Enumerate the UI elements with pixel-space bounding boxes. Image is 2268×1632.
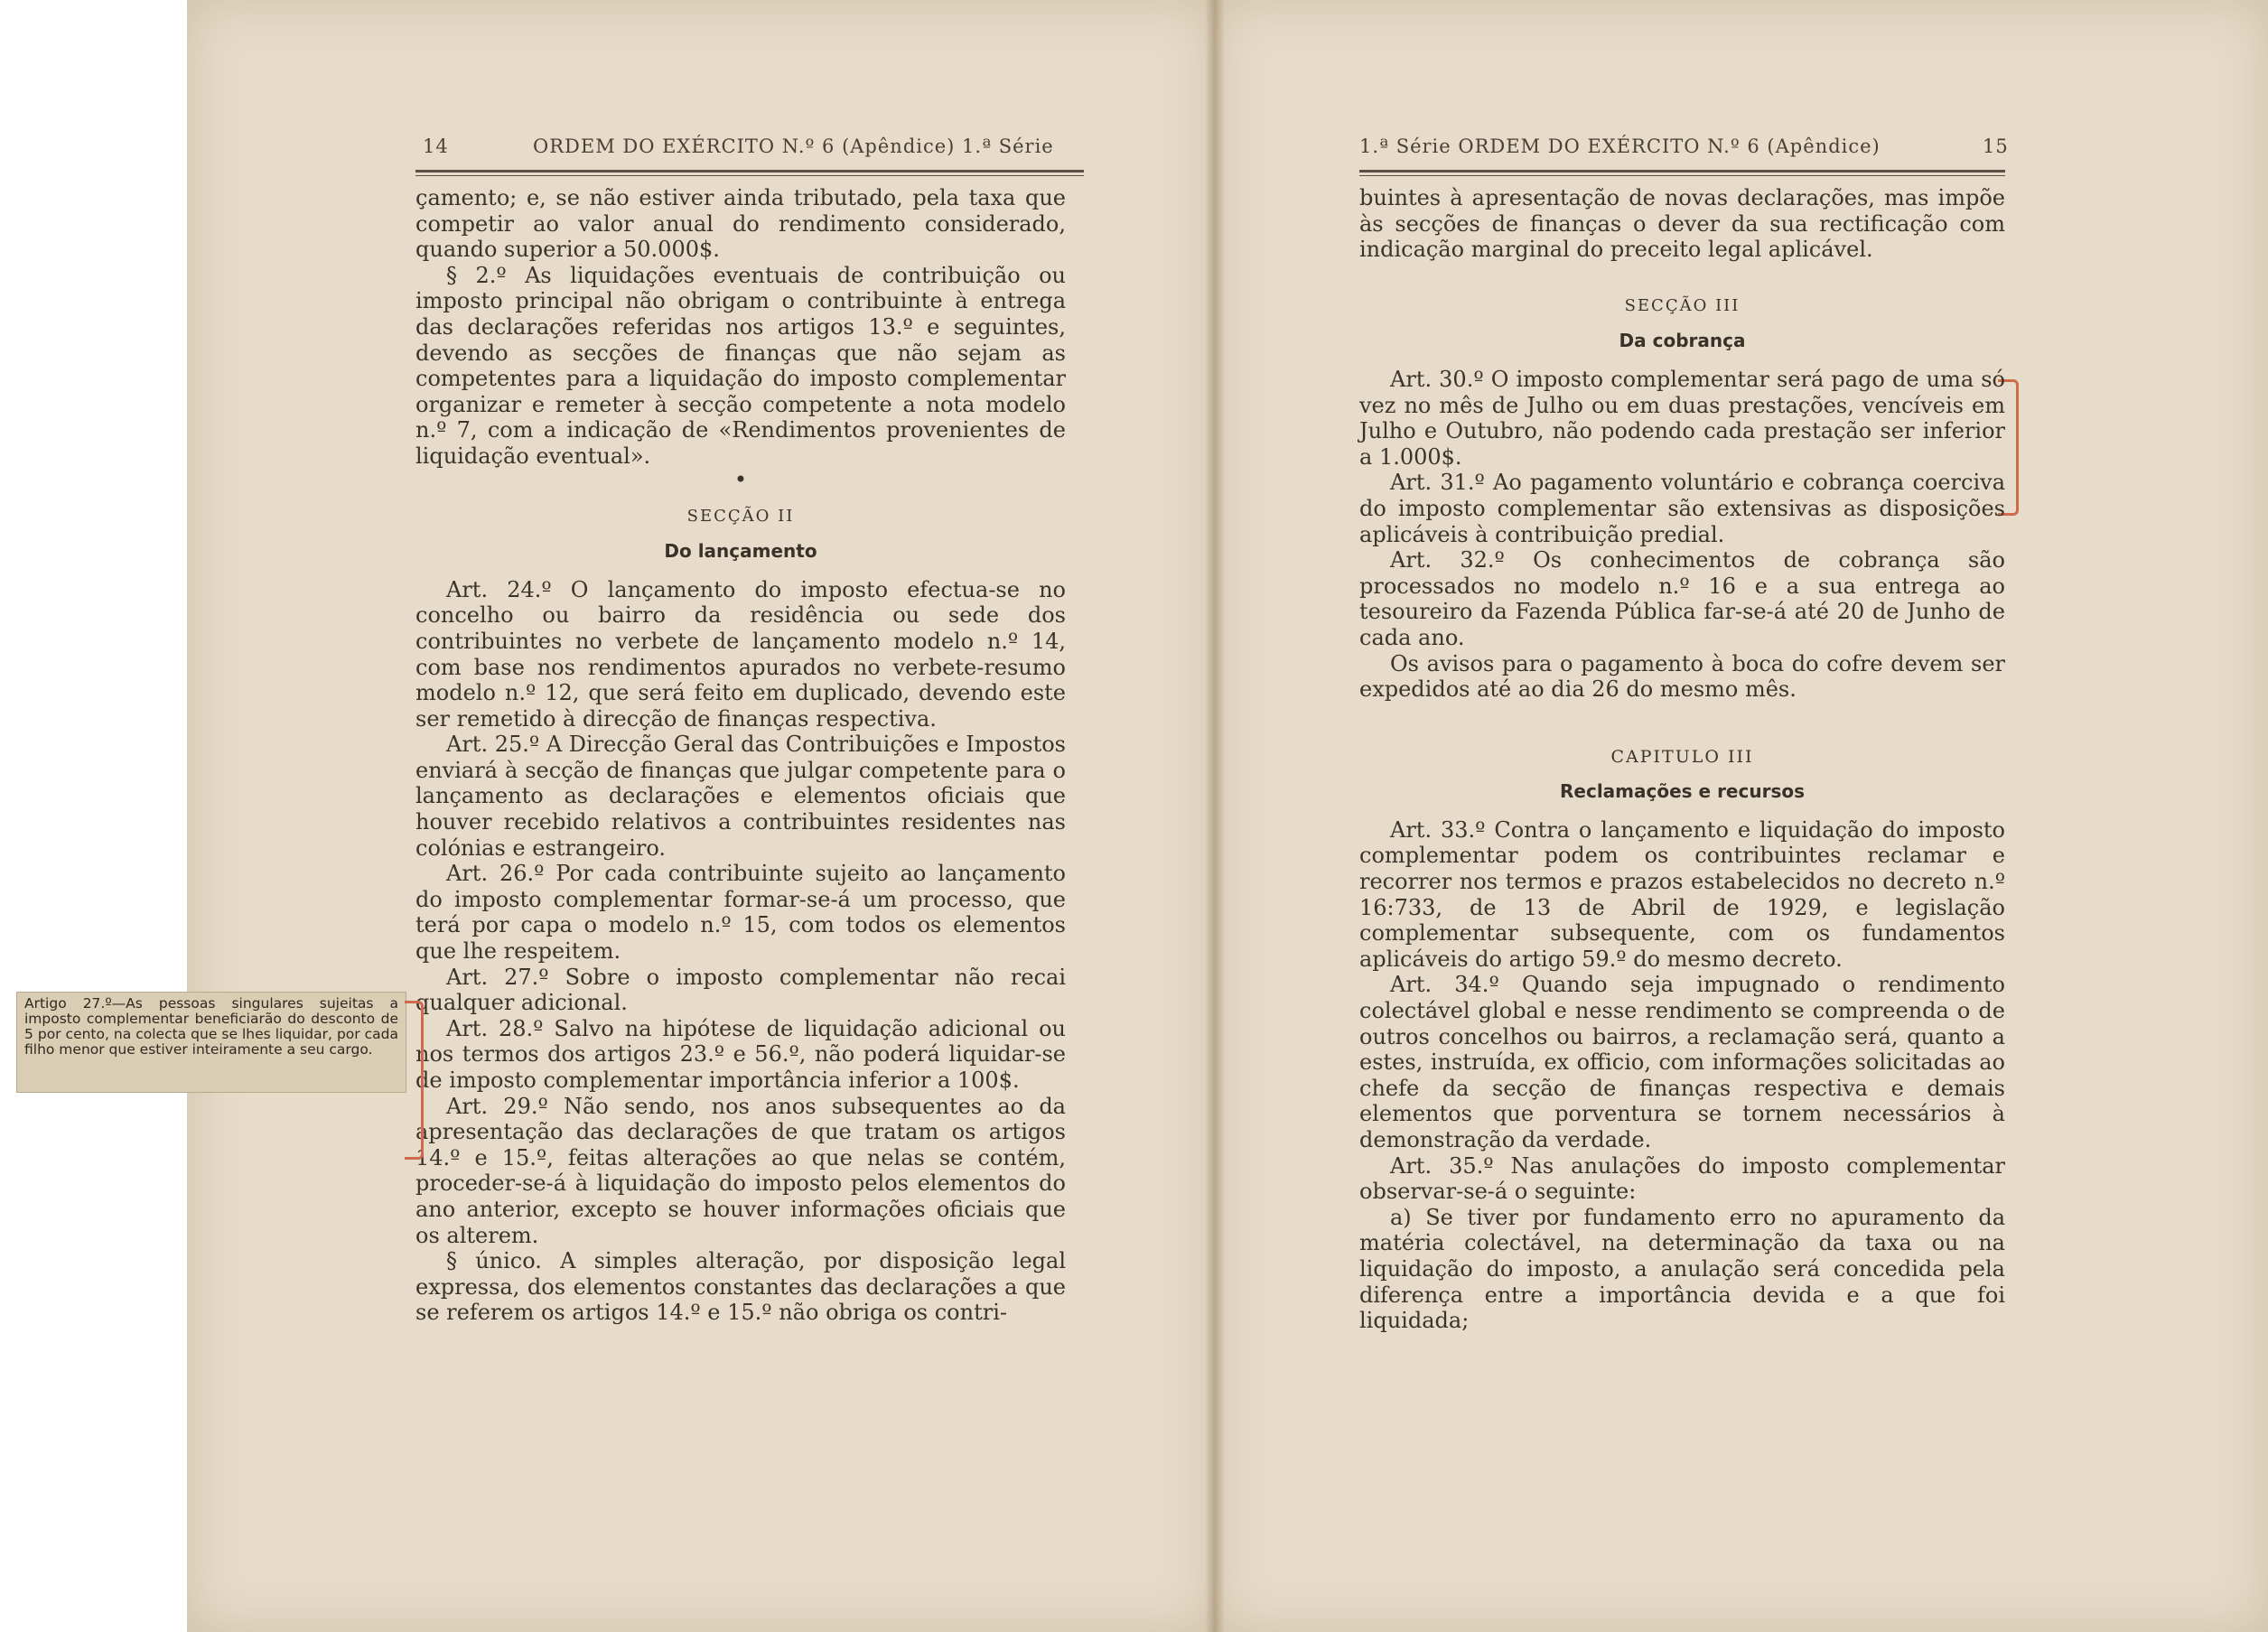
right-header-rule: [1359, 170, 2005, 176]
section-label: SECÇÃO II: [686, 506, 795, 526]
pencil-mark: [405, 1001, 424, 1160]
article-paragraph: Art. 28.º Salvo na hipótese de liquidação adicional ou nos termos dos artigos 23.º e 56.º, não poderá liquidar-se de imposto complementar importância inferior a 100$.: [415, 1015, 1066, 1093]
article-paragraph: Art. 33.º Contra o lançamento e liquidação do imposto complementar podem os contribuintes reclamar e recorrer nos termos e prazos estabelecidos no decreto n.º 16:733, de 13 de Abril de 1929, e legislação complementar subsequente, com os fundamentos aplicáveis do artigo 59.º do mesmo decreto.: [1359, 816, 2005, 972]
right-page-number: 15: [1983, 135, 2009, 157]
article-paragraph: a) Se tiver por fundamento erro no apuramento da matéria colectável, na determinação da taxa ou na liquidação do imposto, a anulação será concedida pela diferença entre a importância devida e a que foi liquidada;: [1359, 1204, 2005, 1334]
right-intro-paragraph: buintes à apresentação de novas declarações, mas impõe às secções de finanças o dever da sua rectificação com indicação marginal do preceito legal aplicável.: [1359, 185, 2005, 263]
article-paragraph: Art. 31.º Ao pagamento voluntário e cobrança coerciva do imposto complementar são extensivas as disposições aplicáveis à contribuição predial.: [1359, 470, 2005, 547]
article-paragraph: Art. 27.º Sobre o imposto complementar não recai qualquer adicional.: [415, 964, 1066, 1016]
article-paragraph: Art. 29.º Não sendo, nos anos subsequentes ao da apresentação das declarações de que tratam os artigos 14.º e 15.º, feitas alterações ao que nelas se contém, proceder-se-á à liquidação do imposto pelos elementos do ano anterior, excepto se houver informações oficiais que os alterem.: [415, 1093, 1066, 1248]
article-paragraph: Art. 25.º A Direcção Geral das Contribuições e Impostos enviará à secção de finanças que julgar competente para o lançamento as declarações e elementos oficiais que houver recebido relativos a contribuintes residentes nas colónias e estrangeiro.: [415, 732, 1066, 861]
article-paragraph: § único. A simples alteração, por disposição legal expressa, dos elementos constantes das declarações a que se referem os artigos 14.º e 15.º não obriga os contri-: [415, 1248, 1066, 1326]
left-page-number: 14: [423, 135, 449, 157]
left-text-column: [415, 185, 1066, 1326]
article-paragraph: Art. 35.º Nas anulações do imposto complementar observar-se-á o seguinte:: [1359, 1152, 2005, 1205]
right-header: [1359, 135, 2009, 166]
right-text-column: [1359, 185, 2005, 1334]
article-paragraph: Art. 26.º Por cada contribuinte sujeito ao lançamento do imposto complementar formar-se-á um processo, que terá por capa o modelo n.º 15, com todos os elementos que lhe respeitem.: [415, 861, 1066, 965]
section-title: Do lançamento: [664, 540, 817, 563]
article-paragraph: Art. 34.º Quando seja impugnado o rendimento colectável global e nesse rendimento se compreenda o de outros concelhos ou bairros, a reclamação será, quanto a estes, instruída, ex officio, com informações solicitadas ao chefe da secção de finanças respectiva e demais elementos que porventura se tornem necessários à demonstração da verdade.: [1359, 972, 2005, 1152]
book-fold: [1205, 0, 1225, 1632]
chapter-label: CAPITULO III: [1610, 746, 1754, 767]
article-paragraph: Art. 30.º O imposto complementar será pago de uma só vez no mês de Julho ou em duas prestações, vencíveis em Julho e Outubro, não podendo cada prestação ser inferior a 1.000$.: [1359, 366, 2005, 470]
left-header: [415, 135, 1084, 166]
article-paragraph: Art. 32.º Os conhecimentos de cobrança são processados no modelo n.º 16 e a sua entrega ao tesoureiro da Fazenda Pública far-se-á até 20 de Junho de cada ano.: [1359, 547, 2005, 650]
ink-dot: •: [733, 466, 748, 492]
left-running-title: ORDEM DO EXÉRCITO N.º 6 (Apêndice) 1.ª Série: [533, 135, 1054, 157]
article-paragraph: Os avisos para o pagamento à boca do cofre devem ser expedidos até ao dia 26 do mesmo mês.: [1359, 650, 2005, 703]
pasted-clipping: Artigo 27.º—As pessoas singulares sujeitas a imposto complementar beneficiarão do desconto de 5 por cento, na colecta que se lhes liquidar, por cada filho menor que estiver inteiramente a seu cargo.: [16, 992, 406, 1093]
left-intro-paragraph: çamento; e, se não estiver ainda tributado, pela taxa que competir ao valor anual do rendimento considerado, quando superior a 50.000$.: [415, 185, 1066, 263]
right-running-title: 1.ª Série ORDEM DO EXÉRCITO N.º 6 (Apêndice): [1359, 135, 1881, 157]
section-label: SECÇÃO III: [1624, 295, 1741, 315]
left-header-rule: [415, 170, 1084, 176]
article-paragraph: Art. 24.º O lançamento do imposto efectua-se no concelho ou bairro da residência ou sede dos contribuintes no verbete de lançamento modelo n.º 14, com base nos rendimentos apurados no verbete-resumo modelo n.º 12, que será feito em duplicado, devendo este ser remetido à direcção de finanças respectiva.: [415, 576, 1066, 732]
left-intro-paragraph: § 2.º As liquidações eventuais de contribuição ou imposto principal não obrigam o contribuinte à entrega das declarações referidas nos artigos 13.º e seguintes, devendo as secções de finanças que não sejam as competentes para a liquidação do imposto complementar organizar e remeter à secção competente a nota modelo n.º 7, com a indicação de «Rendimentos provenientes de liquidação eventual».: [415, 262, 1066, 469]
section-title: Da cobrança: [1619, 330, 1746, 352]
chapter-title: Reclamações e recursos: [1560, 780, 1805, 803]
